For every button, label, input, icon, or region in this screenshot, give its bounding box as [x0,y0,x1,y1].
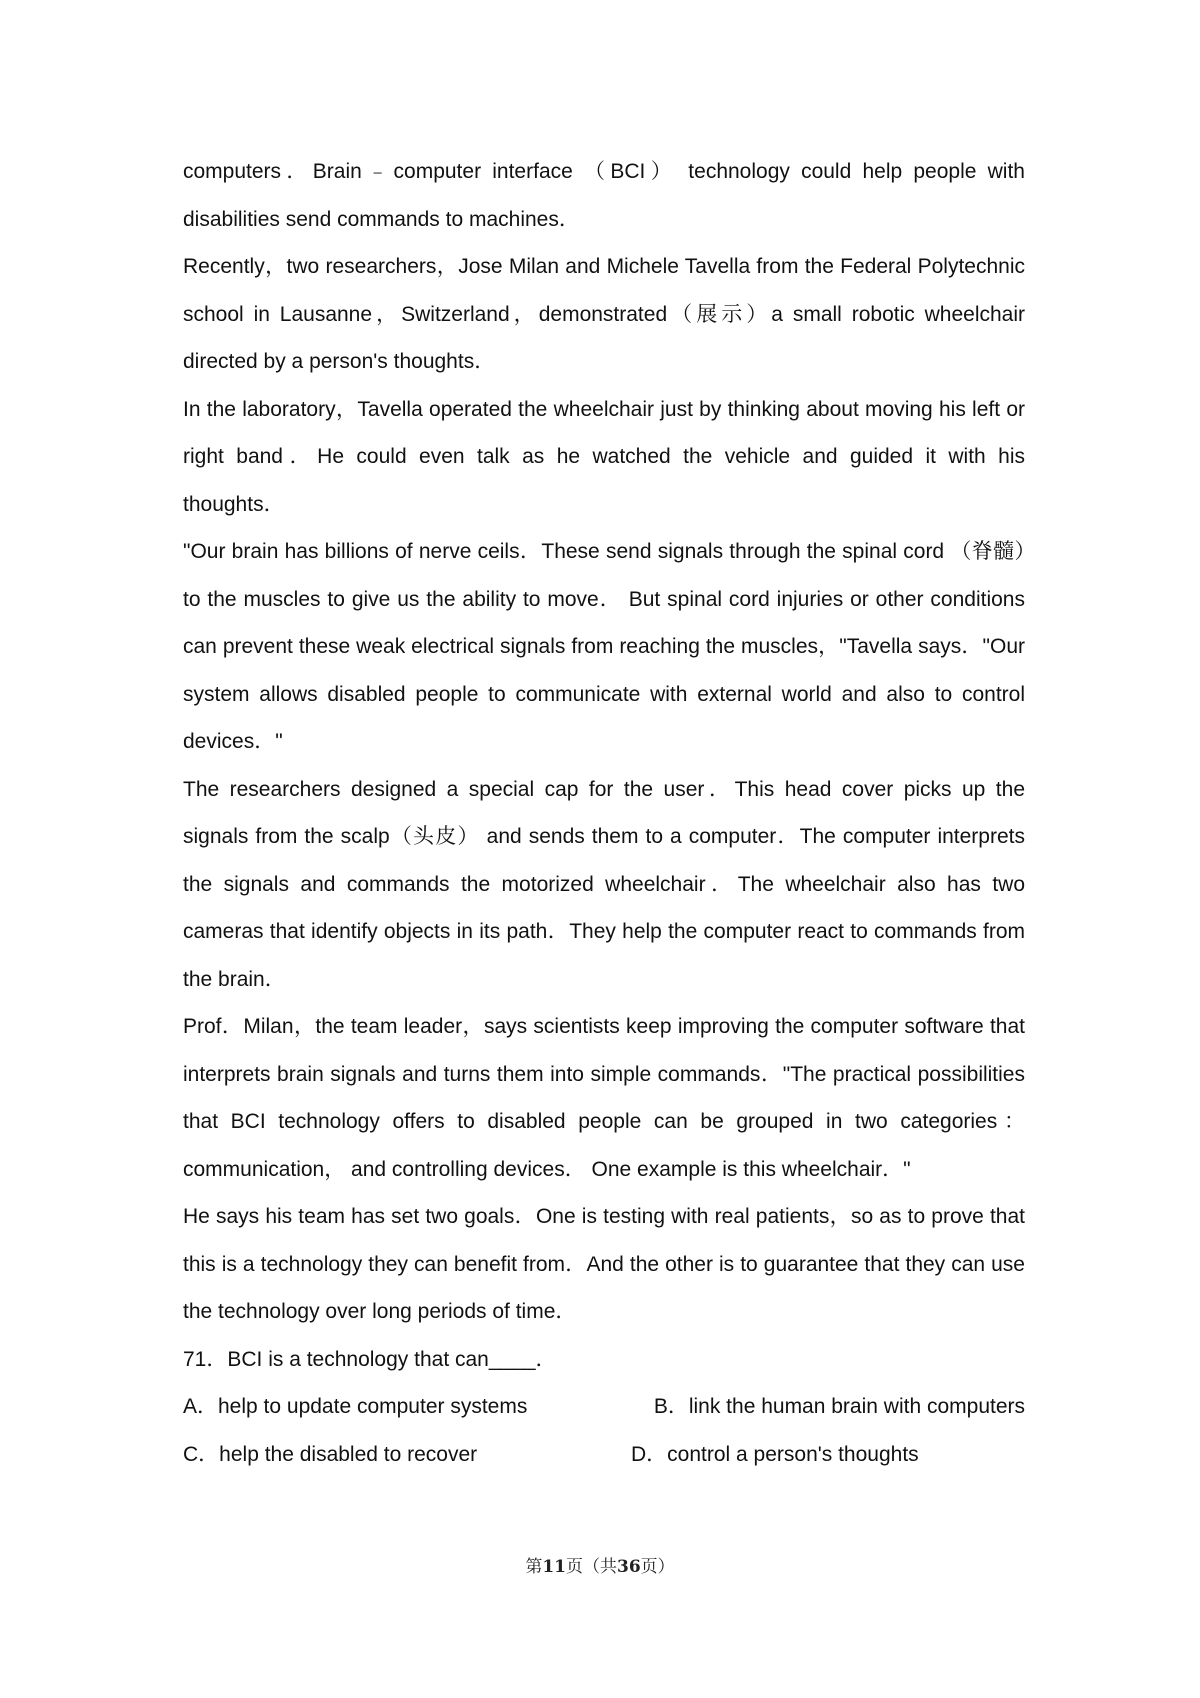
paragraph-1: computers．Brain﹣computer interface （BCI） technology could help people with disabilities send commands to machines． [183,160,1025,231]
option-c: C．help the disabled to recover [183,1442,478,1466]
question-71: 71．BCI is a technology that can____． [183,1347,557,1371]
footer-page-number: 11 [542,1557,566,1577]
page-footer [0,1552,1200,1577]
footer-middle: 页（共 [566,1557,617,1577]
paragraph-7: He says his team has set two goals．One is testing with real patients，so as to prove that this is a technology they can benefit from．And the other is to guarantee that they can use the technology over long periods of time． [183,1205,1025,1323]
option-b: B．link the human brain with computers [653,1395,1025,1418]
footer-suffix: 页） [640,1557,675,1577]
option-a: A．help to update computer systems [183,1395,528,1418]
paragraph-4: "Our brain has billions of nerve ceils．These send signals through the spinal cord （脊髓）to the muscles to give us the ability to move． But spinal cord injuries or other conditions can prevent these weak electrical signals from reaching the muscles，"Tavella says．"Our system allows disabled people to communicate with external world and also to control devices．" [183,540,1025,753]
footer-total-pages: 36 [617,1557,641,1577]
paragraph-6: Prof．Milan，the team leader，says scientists keep improving the computer software that interprets brain signals and turns them into simple commands．"The practical possibilities that BCI technology offers to disabled people can be grouped in two categories： communication， and controlling devices． One example is this wheelchair．" [183,1015,1025,1181]
paragraph-3: In the laboratory，Tavella operated the wheelchair just by thinking about moving his left or right band．He could even talk as he watched the vehicle and guided it with his thoughts． [183,397,1025,516]
option-d: D．control a person's thoughts [631,1442,919,1466]
footer-prefix: 第 [525,1557,543,1577]
paragraph-2: Recently，two researchers，Jose Milan and Michele Tavella from the Federal Polytechnic school in Lausanne，Switzerland，demonstrated（展示）a small robotic wheelchair directed by a person's thoughts． [183,255,1025,373]
answer-options [183,1383,1025,1478]
passage-content [183,148,1025,1478]
paragraph-5: The researchers designed a special cap for the user．This head cover picks up the signals from the scalp（头皮） and sends them to a computer．The computer interprets the signals and commands the motorized wheelchair．The wheelchair also has two cameras that identify objects in its path．They help the computer react to commands from the brain． [183,777,1025,991]
